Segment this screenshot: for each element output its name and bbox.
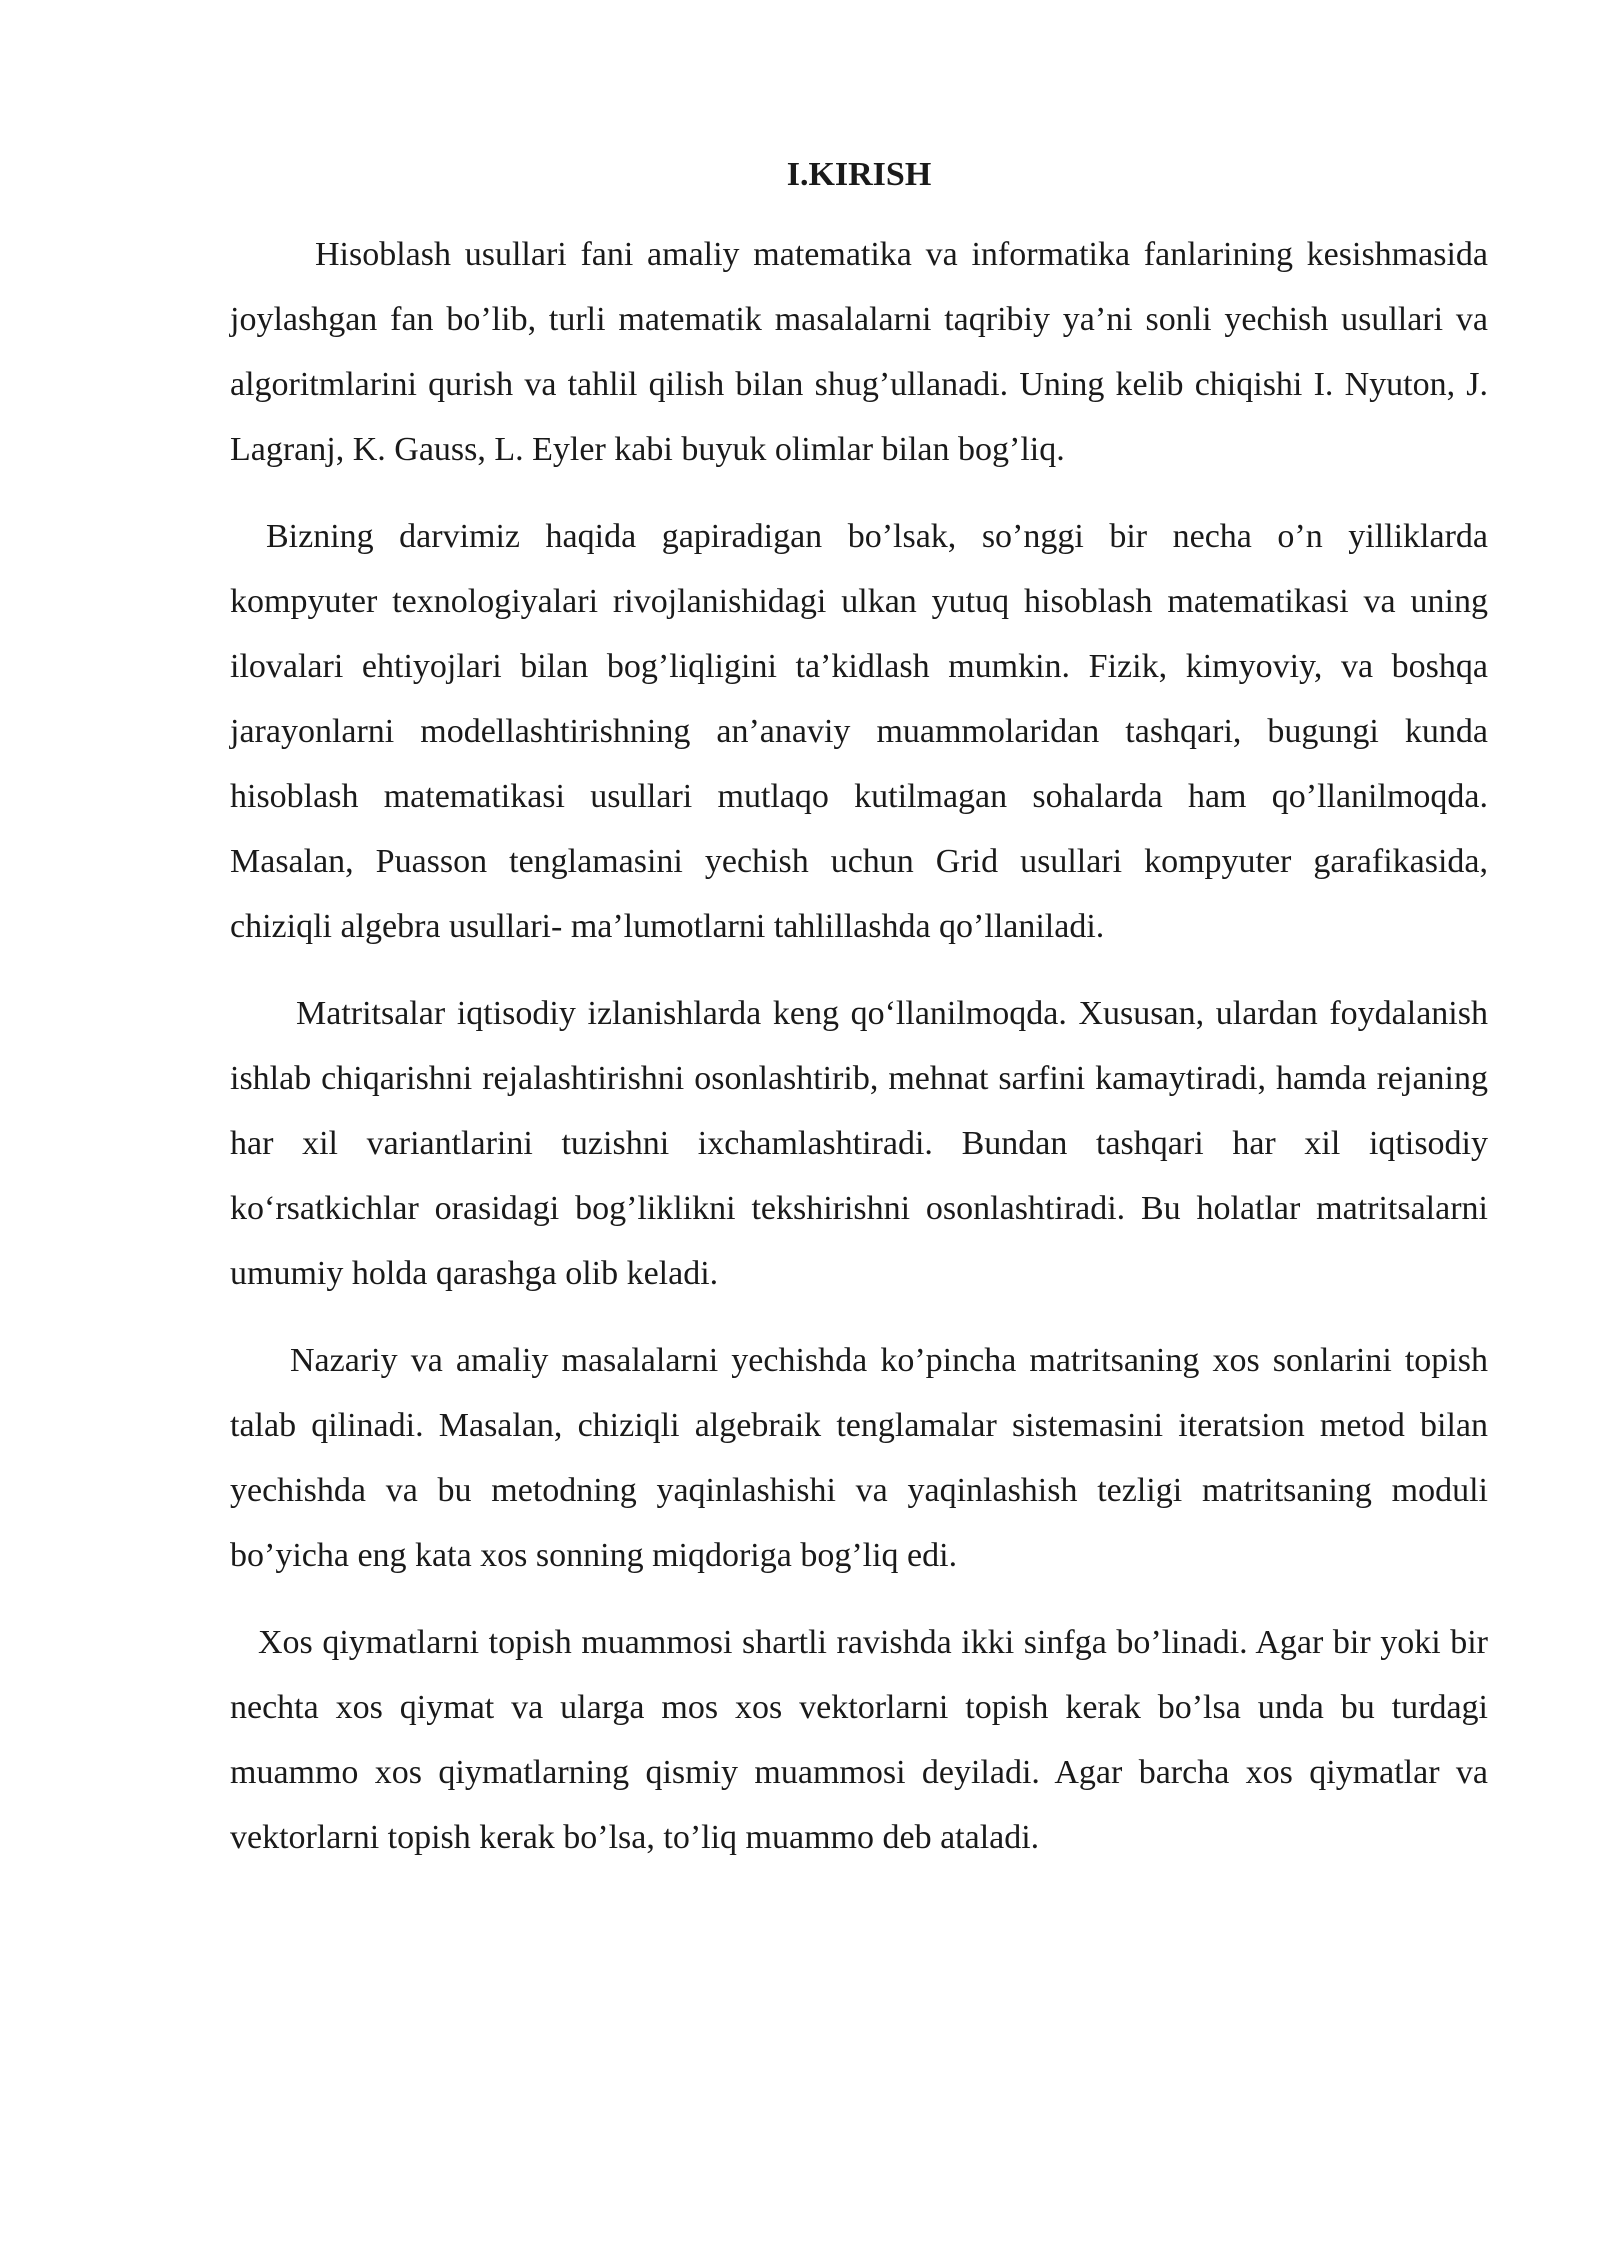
paragraph-2: Bizning darvimiz haqida gapiradigan bo’lsak, so’nggi bir necha o’n yilliklarda kompyuter texnologiyalari rivojlanishidagi ulkan yutuq hisoblash matematikasi va uning ilovalari ehtiyojlari bilan bog’liqligini ta’kidlash mumkin. Fizik, kimyoviy, va boshqa jarayonlarni modellashtirishning an’anaviy muammolaridan tashqari, bugungi kunda hisoblash matematikasi usullari mutlaqo kutilmagan sohalarda ham qo’llanilmoqda. Masalan, Puasson tenglamasini yechish uchun Grid usullari kompyuter garafikasida, chiziqli algebra usullari- ma’lumotlarni tahlillashda qo’llaniladi. xyxy=(230,518,1488,945)
paragraph-4: Nazariy va amaliy masalalarni yechishda ko’pincha matritsaning xos sonlarini topish talab qilinadi. Masalan, chiziqli algebraik tenglamalar sistemasini iteratsion metod bilan yechishda va bu metodning yaqinlashishi va yaqinlashish tezligi matritsaning moduli bo’yicha eng kata xos sonning miqdoriga bog’liq edi. xyxy=(230,1342,1488,1574)
paragraph-1: Hisoblash usullari fani amaliy matematika va informatika fanlarining kesishmasida joylashgan fan bo’lib, turli matematik masalalarni taqribiy ya’ni sonli yechish usullari va algoritmlarini qurish va tahlil qilish bilan shug’ullanadi. Uning kelib chiqishi I. Nyuton, J. Lagranj, K. Gauss, L. Eyler kabi buyuk olimlar bilan bog’liq. xyxy=(230,236,1488,468)
section-title: I.KIRISH xyxy=(786,156,932,193)
document-body xyxy=(230,150,1488,1892)
paragraph-5: Xos qiymatlarni topish muammosi shartli ravishda ikki sinfga bo’linadi. Agar bir yoki bir nechta xos qiymat va ularga mos xos vektorlarni topish kerak bo’lsa unda bu turdagi muammo xos qiymatlarning qismiy muammosi deyiladi. Agar barcha xos qiymatlar va vektorlarni topish kerak bo’lsa, to’liq muammo deb ataladi. xyxy=(230,1624,1488,1856)
paragraph-3: Matritsalar iqtisodiy izlanishlarda keng qo‘llanilmoqda. Xususan, ulardan foydalanish ishlab chiqarishni rejalashtirishni osonlashtirib, mehnat sarfini kamaytiradi, hamda rejaning har xil variantlarini tuzishni ixchamlashtiradi. Bundan tashqari har xil iqtisodiy ko‘rsatkichlar orasidagi bog’liklikni tekshirishni osonlashtiradi. Bu holatlar matritsalarni umumiy holda qarashga olib keladi. xyxy=(230,995,1488,1292)
